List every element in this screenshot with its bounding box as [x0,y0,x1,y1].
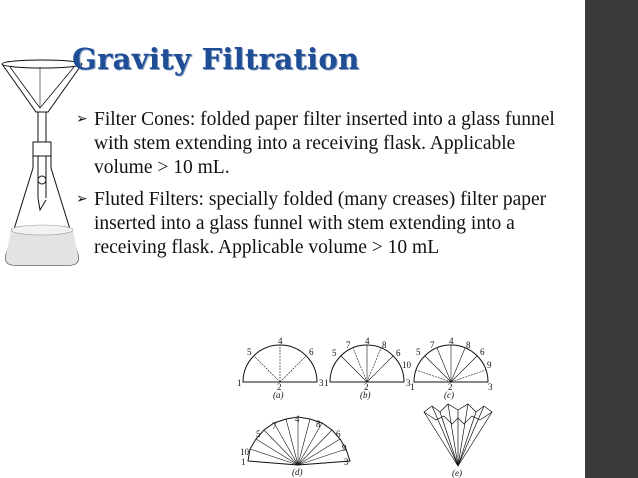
right-sidebar [585,0,638,478]
fold-number: 5 [256,429,261,439]
funnel-flask-illustration [0,50,80,295]
fold-number: 5 [332,348,337,358]
fold-number: 3 [319,378,324,388]
arrow-bullet-icon: ➢ [76,112,88,127]
fold-number: 5 [247,347,252,357]
fold-number: 6 [396,348,401,358]
folding-diagram-c [402,336,497,400]
folding-diagram-d [238,413,358,478]
fold-number: 2 [448,382,453,392]
arrow-bullet-icon: ➢ [76,192,88,207]
bullet-fluted-filters [76,188,576,260]
fold-number: 4 [295,414,300,424]
fold-number: 9 [342,443,347,453]
fold-number: 10 [402,360,411,370]
fold-number: 8 [382,340,387,350]
folding-diagram-a [235,336,325,400]
diagram-caption: (c) [444,390,454,400]
diagram-caption: (a) [273,390,284,400]
fold-number: 2 [364,382,369,392]
diagram-caption: (b) [360,390,371,400]
fold-number: 4 [365,336,370,346]
fold-number: 8 [316,419,321,429]
diagram-caption: (e) [452,468,462,478]
fold-number: 4 [278,336,283,346]
fold-number: 6 [480,347,485,357]
fold-number: 1 [241,457,246,467]
bullet-text: Filter Cones: folded paper filter inserted into a glass funnel with stem extending into a receiving flask. Applicable volume > 10 mL. [94,109,555,178]
diagram-caption: (d) [292,467,303,477]
bullet-list [76,108,576,268]
fold-number: 7 [346,340,351,350]
fold-number: 8 [466,340,471,350]
fold-number: 2 [277,382,282,392]
bullet-filter-cones [76,108,576,180]
fold-number: 10 [240,447,249,457]
fold-number: 7 [430,340,435,350]
folding-diagram-b [322,336,412,400]
fold-number: 3 [344,457,349,467]
fold-number: 1 [410,382,415,392]
fold-number: 3 [488,382,493,392]
fold-number: 9 [487,360,492,370]
bullet-text: Fluted Filters: specially folded (many creases) filter paper inserted into a glass funnel with stem extending into a receiving flask. Applicable volume > 10 mL [94,189,547,258]
slide-title: Gravity Filtration [72,42,360,76]
folding-diagram-e [418,400,498,478]
fold-number: 7 [272,421,277,431]
fold-number: 6 [336,429,341,439]
fold-number: 6 [309,347,314,357]
fold-number: 4 [449,336,454,346]
fold-number: 1 [237,378,242,388]
fold-number: 3 [406,378,411,388]
fold-number: 5 [416,347,421,357]
fold-number: 1 [324,378,329,388]
